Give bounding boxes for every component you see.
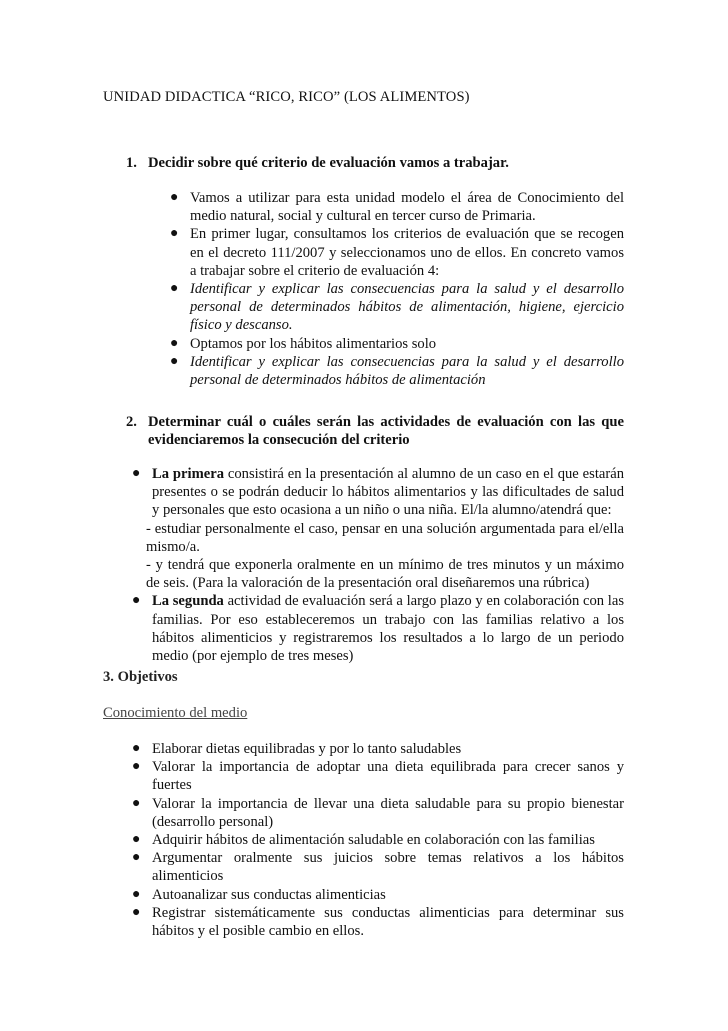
list-item: ● Identificar y explicar las consecuencias para la salud y el desarrollo personal de determinados hábitos de alimentación, higiene, ejercicio físico y descanso. [170,281,624,334]
bullet-icon: ● [132,904,141,920]
list-item: ● En primer lugar, consultamos los criterios de evaluación que se recogen en el decreto 111/2007 y seleccionamos uno de ellos. En concreto vamos a trabajar sobre el criterio de evaluación 4: [170,226,624,279]
bullet-icon: ● [170,335,179,351]
section-2-title: Determinar cuál o cuáles serán las actividades de evaluación con las que evidenciaremos la consecución del criterio [148,414,624,449]
bullet-icon: ● [170,281,179,297]
list-item: ● Registrar sistemáticamente sus conductas alimenticias para determinar sus hábitos y el posible cambio en ellos. [132,904,624,940]
section-2-activities [132,465,625,665]
section-3-subheading: Conocimiento del medio [103,705,248,721]
bullet-icon: ● [170,353,179,369]
list-item: ● Valorar la importancia de adoptar una dieta equilibrada para crecer sanos y fuertes [132,759,624,794]
first-activity-step-2: - y tendrá que exponerla oralmente en un mínimo de tres minutos y un máximo de seis. (Para la valoración de la presentación oral diseñaremos una rúbrica) [146,557,624,592]
section-2-number: 2. [126,414,137,430]
bullet-icon: ● [132,886,141,902]
bullet-icon: ● [132,759,141,775]
bullet-icon: ● [132,832,141,848]
list-item: ● Autoanalizar sus conductas alimenticias [132,886,386,903]
bullet-icon: ● [170,226,179,242]
section-1-heading [126,154,631,174]
section-1-bullets [170,189,624,389]
first-activity-step-1: - estudiar personalmente el caso, pensar en una solución argumentada para el/ella mismo/a. [146,520,624,555]
bullet-icon: ● [170,190,179,205]
bullet-icon: ● [132,593,141,609]
list-item: ● Elaborar dietas equilibradas y por lo tanto saludables [132,741,462,757]
section-1-title: Decidir sobre qué criterio de evaluación vamos a trabajar. [148,155,509,171]
bullet-icon: ● [132,466,141,481]
list-item-first-activity: ● La primera consistirá en la presentación al alumno de un caso en el que estarán presentes o se podrán deducir lo hábitos alimentarios y las dificultades de salud y personales que esto ocasiona a un niño o una niña. El/la alumno/atendrá que: [132,466,624,519]
section-1-number: 1. [126,155,137,171]
section-2-heading [126,413,624,449]
section-3-objectives [132,740,624,940]
list-item: ● Optamos por los hábitos alimentarios solo [170,335,437,352]
bullet-icon: ● [132,795,141,811]
section-3-heading: 3. Objetivos [103,669,178,685]
list-item-second-activity: ● La segunda actividad de evaluación será a largo plazo y en colaboración con las familias. Por eso estableceremos un trabajo con las familias relativo a los hábitos alimenticios y registraremos los resultados a lo largo de un periodo medio (por ejemplo de tres meses) [132,593,625,665]
list-item: ● Argumentar oralmente sus juicios sobre temas relativos a los hábitos alimenticios [132,850,624,885]
bullet-icon: ● [132,850,141,866]
list-item: ● Valorar la importancia de llevar una dieta saludable para su propio bienestar (desarrollo personal) [132,795,624,830]
list-item: ● Vamos a utilizar para esta unidad modelo el área de Conocimiento del medio natural, social y cultural en tercer curso de Primaria. [170,190,624,225]
list-item: ● Identificar y explicar las consecuencias para la salud y el desarrollo personal de determinados hábitos de alimentación [170,353,624,389]
bullet-icon: ● [132,741,141,756]
document-title: UNIDAD DIDACTICA “RICO, RICO” (LOS ALIMENTOS) [103,89,470,105]
list-item: ● Adquirir hábitos de alimentación saludable en colaboración con las familias [132,832,595,849]
